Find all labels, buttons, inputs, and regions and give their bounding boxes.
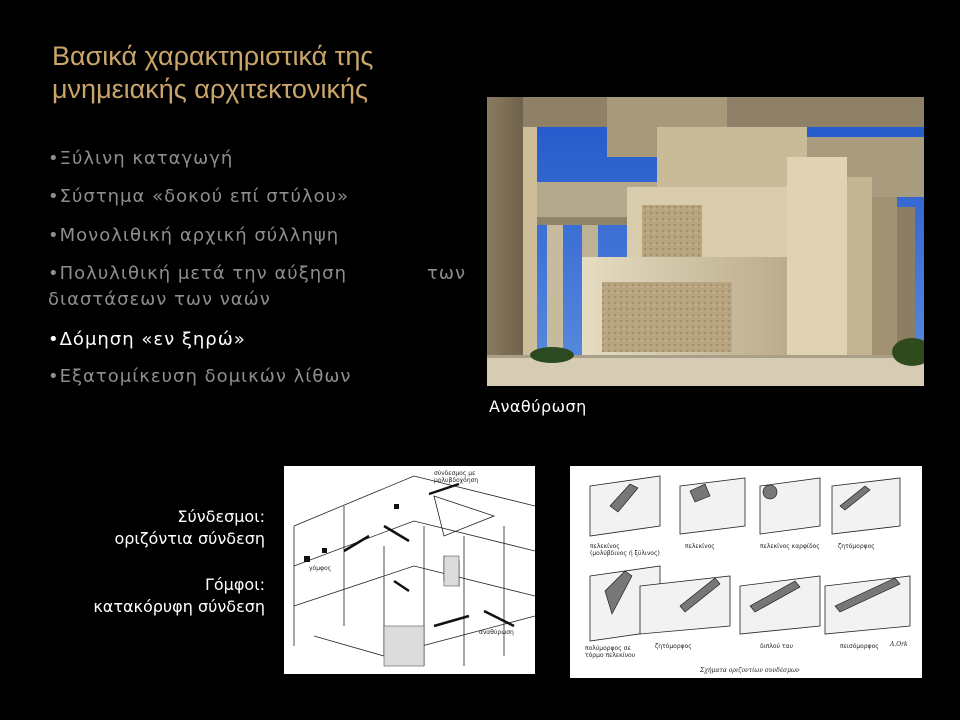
masonry-drawing [284,466,535,674]
clamp-label: ζητόμορφος [838,543,875,550]
clamp-types-diagram [570,466,922,678]
clamp-types-drawing [570,466,922,678]
label-clamp-lead-2: μολυβδοχόηση [434,477,479,484]
bullet-item-text: διαστάσεων των ναών [48,289,271,310]
clamp-label: πολύμορφος σε [585,645,631,652]
label-anathyrosis: αναθύρωση [479,629,514,636]
clamp-label: πεισόμορφος [840,643,879,650]
bullet-item: •Μονολιθική αρχική σύλληψη [48,225,340,246]
clamp-label: ζητόμορφος [655,643,692,650]
slide-title-line-1: Βασικά χαρακτηριστικά της [52,41,374,71]
bullet-item-active: •Δόμηση «εν ξηρώ» [48,329,246,350]
clamp-label: πελεκίνος [685,543,715,550]
bullet-item-text: των [427,263,466,284]
dowels-description: κατακόρυφη σύνδεση [93,597,265,616]
masonry-connection-diagram [284,466,535,674]
clamp-label: πελεκίνος καρφίδος [760,543,820,550]
slide-title [52,40,472,106]
label-dowel: γόμφος [309,565,332,572]
clamp-label: (μολύβδινος ή ξύλινος) [590,550,660,557]
bullet-item: •Σύστημα «δοκού επί στύλου» [48,186,350,207]
connectors-caption [114,506,265,550]
diagram-footer: Σχήματα οριζοντίων συνδέσμων [700,667,800,674]
dowels-caption [93,574,265,618]
dowels-title: Γόμφοι: [204,575,265,594]
clamp-label: τόρμο πελεκίνου [585,652,636,659]
label-clamp-lead: σύνδεσμος με [434,470,476,477]
temple-photo-image [487,97,924,386]
bullet-item-multiline [48,263,466,310]
photo-caption: Αναθύρωση [489,397,587,416]
connectors-title: Σύνδεσμοι: [177,507,265,526]
bullet-item-text: •Πολυλιθική μετά την αύξηση [48,263,347,284]
temple-photo [487,97,924,386]
diagram-signature: A.Ork [890,641,908,648]
connectors-description: οριζόντια σύνδεση [114,529,265,548]
bullet-item: •Εξατομίκευση δομικών λίθων [48,366,352,387]
clamp-label: διπλού ταυ [760,643,793,650]
slide-title-line-2: μνημειακής αρχιτεκτονικής [52,74,368,104]
clamp-label: πελεκίνος [590,543,620,550]
bullet-item: •Ξύλινη καταγωγή [48,148,234,169]
